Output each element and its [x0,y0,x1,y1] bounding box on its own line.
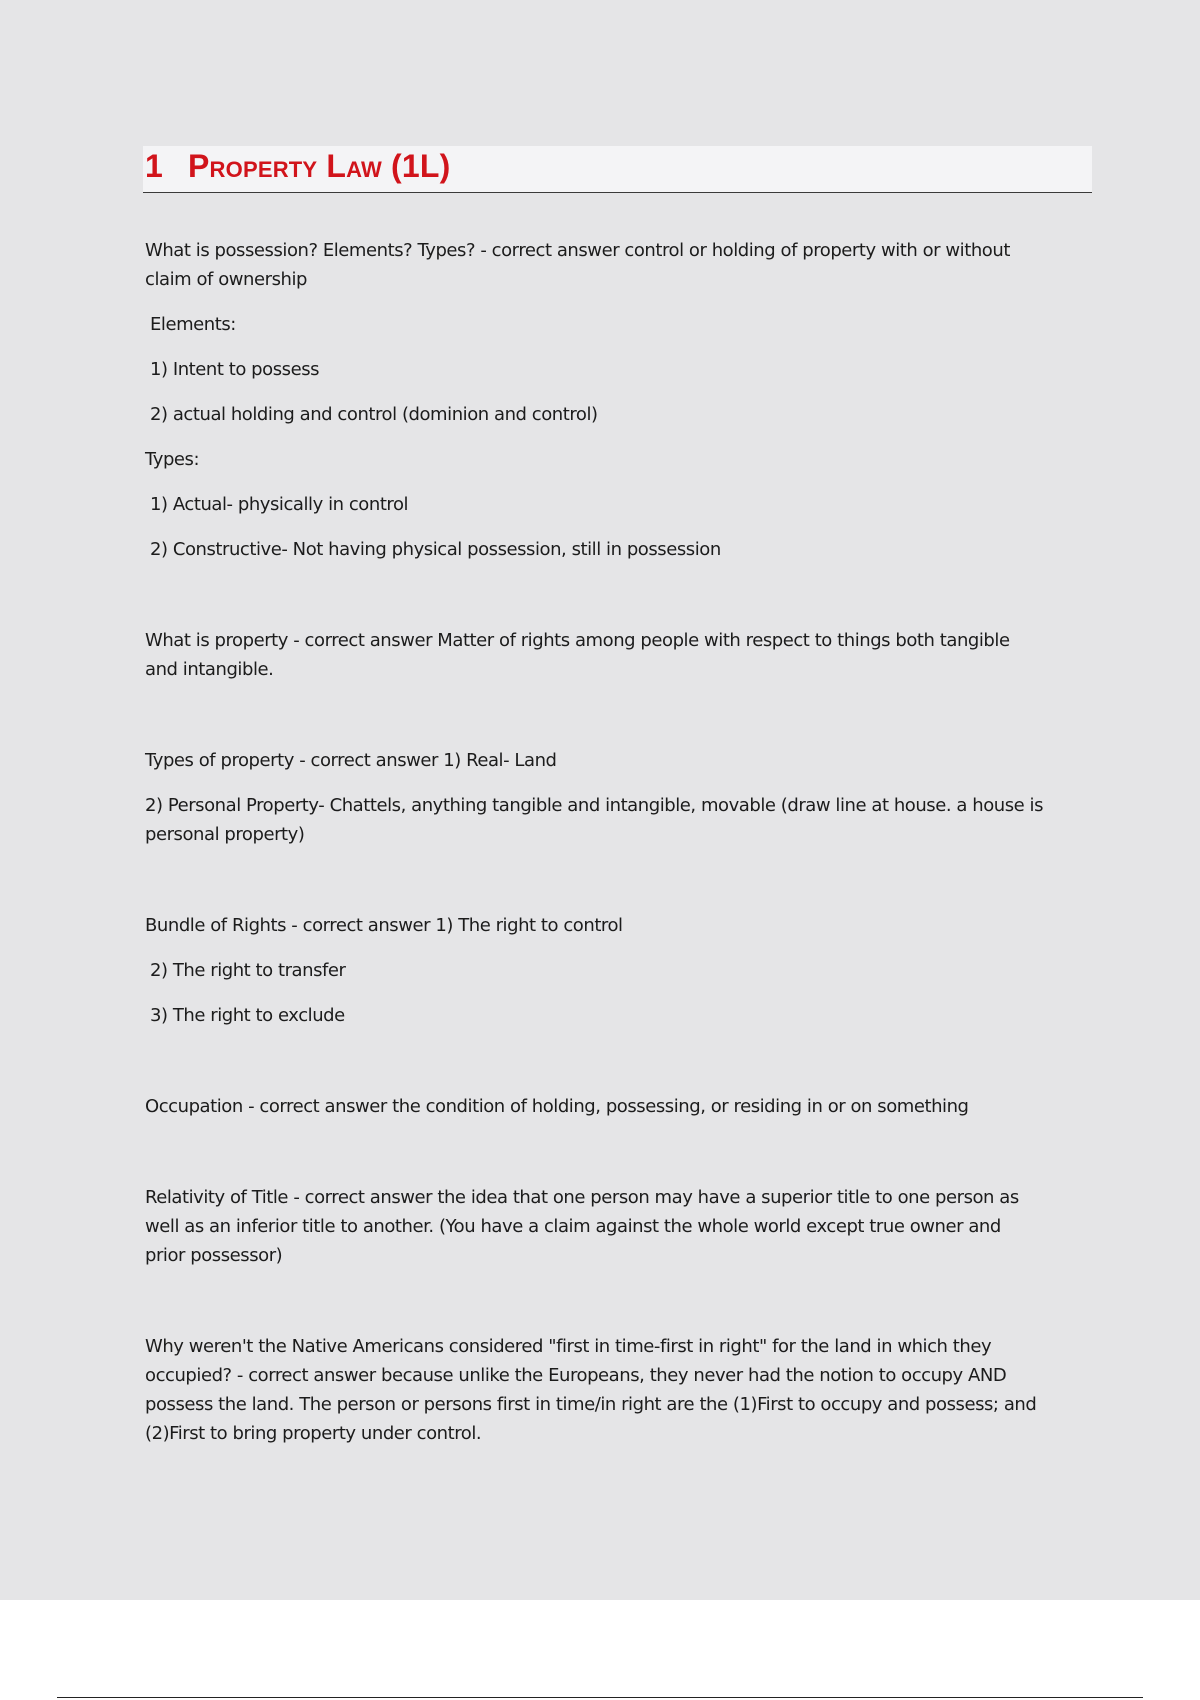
list-item: 1) Actual- physically in control [150,494,409,515]
qa-block-bundle-of-rights [145,911,1090,1030]
question-text: (2)First to bring property under control. [145,1423,482,1444]
section-number: 1 [145,148,163,184]
answer-text: 2) Personal Property- Chattels, anything tangible and intangible, movable (draw line at house. a house is [145,795,1044,816]
question-text: occupied? - correct answer because unlike the Europeans, they never had the notion to occupy AND [145,1365,1007,1386]
question-text: Relativity of Title - correct answer the idea that one person may have a superior title to one person as [145,1187,1019,1208]
list-item: 1) Intent to possess [150,359,320,380]
question-text: What is property - correct answer Matter of rights among people with respect to things both tangible [145,630,1010,651]
answer-text: personal property) [145,824,305,845]
section-heading [143,146,1092,193]
question-text: well as an inferior title to another. (You have a claim against the whole world except true owner and [145,1216,1001,1237]
question-text: possess the land. The person or persons first in time/in right are the (1)First to occupy and possess; and [145,1394,1037,1415]
list-item: 2) The right to transfer [150,960,346,981]
document-body [145,236,1090,1448]
question-text: prior possessor) [145,1245,283,1266]
list-item: 2) Constructive- Not having physical possession, still in possession [150,539,721,560]
list-item: 3) The right to exclude [150,1005,345,1026]
qa-block-occupation [145,1092,1090,1121]
question-text: Why weren't the Native Americans considered "first in time-first in right" for the land in which they [145,1336,992,1357]
qa-block-property [145,626,1090,684]
question-text: Occupation - correct answer the condition of holding, possessing, or residing in or on something [145,1096,969,1117]
question-text: Types of property - correct answer 1) Real- Land [145,750,557,771]
qa-block-relativity-of-title [145,1183,1090,1270]
question-text: What is possession? Elements? Types? - correct answer control or holding of property with or without [145,240,1010,261]
question-text: claim of ownership [145,269,307,290]
qa-block-possession [145,236,1090,564]
question-text: Bundle of Rights - correct answer 1) The right to control [145,915,623,936]
qa-block-types-of-property [145,746,1090,849]
list-item: 2) actual holding and control (dominion and control) [150,404,598,425]
footer-divider [57,1697,1143,1698]
list-label: Elements: [150,314,236,335]
section-title: Property Law (1L) [188,148,451,184]
qa-block-native-americans [145,1332,1090,1448]
question-text: and intangible. [145,659,274,680]
list-label: Types: [145,449,200,470]
